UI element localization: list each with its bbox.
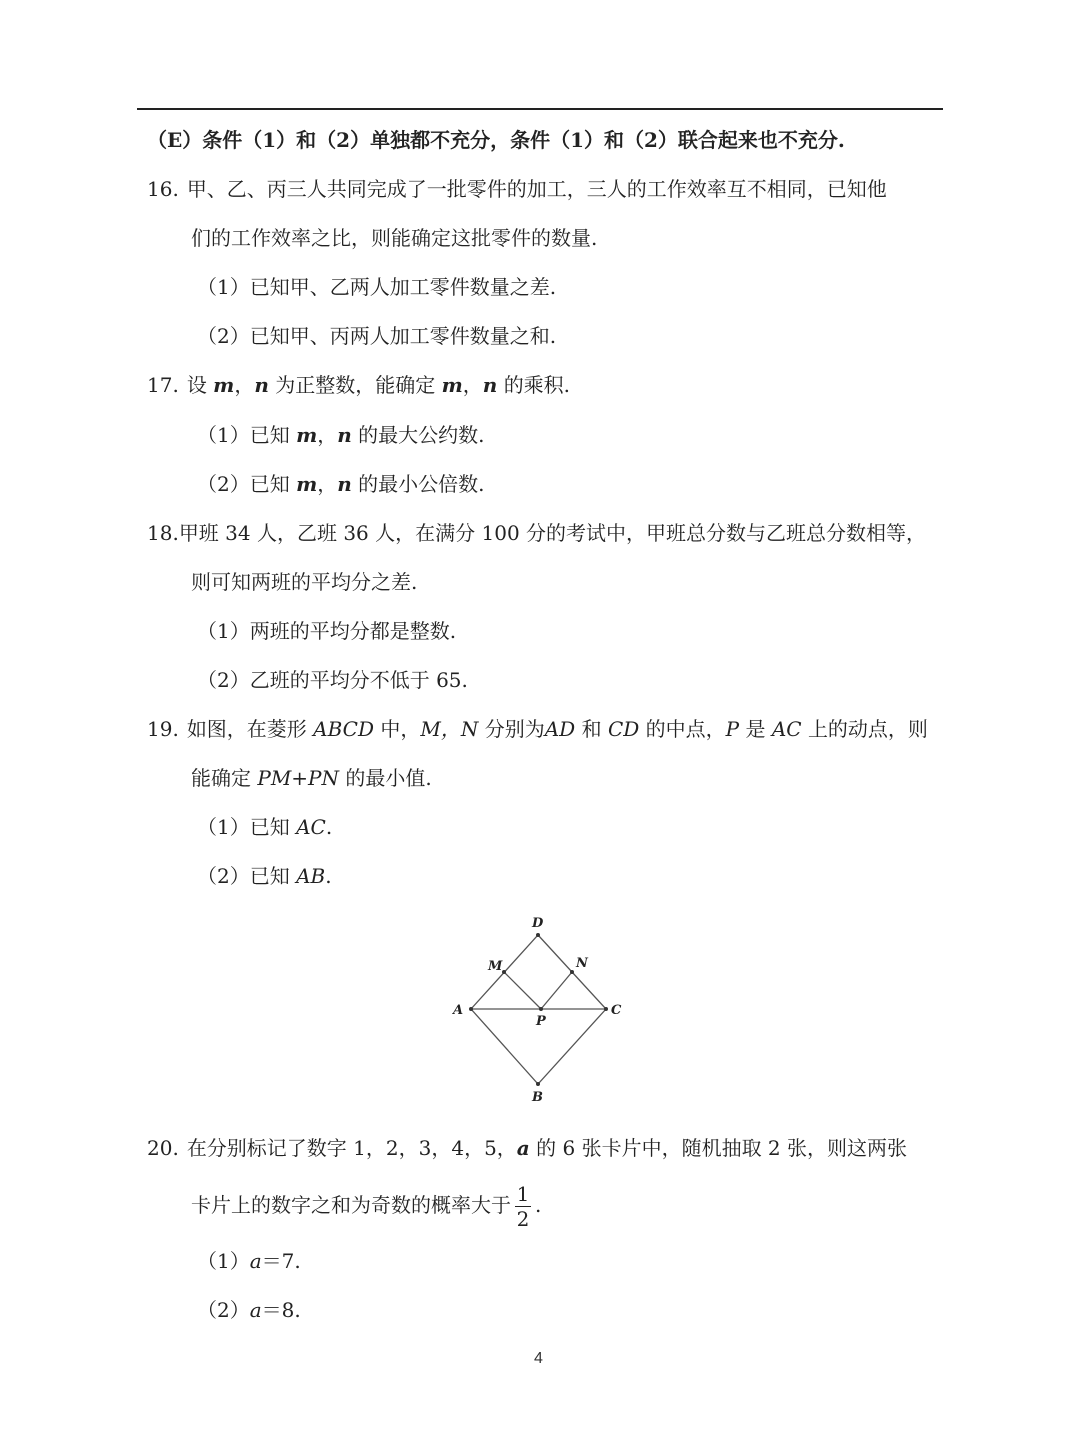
- segment-pn: [541, 972, 572, 1009]
- label-d: D: [532, 916, 544, 931]
- label-b: B: [532, 1090, 543, 1105]
- segment-pm: [504, 972, 541, 1009]
- question-16-condition-2: （2）已知甲、丙两人加工零件数量之和.: [197, 324, 557, 348]
- question-20-condition-2: （2）a＝8.: [197, 1298, 301, 1322]
- point-a: [469, 1007, 473, 1011]
- point-b: [536, 1082, 540, 1086]
- question-20-condition-1: （1）a＝7.: [197, 1249, 301, 1273]
- question-20-stem-line2: 卡片上的数字之和为奇数的概率大于 $\frac{1}{2}$ .: [191, 1181, 542, 1232]
- question-17-number: 17.: [147, 373, 179, 397]
- label-m: M: [488, 959, 503, 974]
- point-p: [539, 1007, 543, 1011]
- point-c: [604, 1007, 608, 1011]
- question-19-stem-line2: 能确定 PM+PN 的最小值.: [191, 766, 432, 790]
- question-19-condition-2: （2）已知 AB.: [197, 864, 332, 888]
- fraction-one-half: $\frac{1}{2}$: [516, 1181, 530, 1232]
- question-17-stem: 17. 设 m，n 为正整数，能确定 m，n 的乘积.: [147, 373, 571, 397]
- point-d: [536, 933, 540, 937]
- label-a: A: [453, 1003, 464, 1018]
- label-p: P: [536, 1014, 546, 1029]
- point-n: [570, 970, 574, 974]
- rhombus-figure: [440, 906, 640, 1106]
- question-16-number: 16.: [147, 177, 179, 201]
- question-17-condition-1: （1）已知 m，n 的最大公约数.: [197, 423, 485, 447]
- question-16-stem-line2: 们的工作效率之比，则能确定这批零件的数量.: [191, 226, 598, 250]
- question-19-stem-line1: 19. 如图，在菱形 ABCD 中，M，N 分别为AD 和 CD 的中点，P 是 AC 上的动点，则: [147, 717, 928, 741]
- label-n: N: [576, 956, 588, 971]
- question-20-number: 20.: [147, 1136, 179, 1160]
- question-16-stem-line1: 16. 甲、乙、丙三人共同完成了一批零件的加工，三人的工作效率互不相同，已知他: [147, 177, 887, 201]
- question-20-stem-line1: 20. 在分别标记了数字 1，2，3，4，5，a 的 6 张卡片中，随机抽取 2 张，则这两张: [147, 1136, 908, 1160]
- question-18-condition-2: （2）乙班的平均分不低于 65.: [197, 668, 468, 692]
- option-e-text: （E）条件（1）和（2）单独都不充分，条件（1）和（2）联合起来也不充分.: [147, 128, 845, 152]
- label-c: C: [611, 1003, 622, 1018]
- page-number: 4: [534, 1350, 543, 1367]
- point-m: [502, 970, 506, 974]
- question-16-condition-1: （1）已知甲、乙两人加工零件数量之差.: [197, 275, 557, 299]
- question-18-stem-line1: 18.甲班 34 人，乙班 36 人，在满分 100 分的考试中，甲班总分数与乙班总分数相等，: [147, 521, 927, 545]
- question-19-number: 19.: [147, 717, 179, 741]
- question-18-number: 18.: [147, 521, 179, 545]
- question-19-condition-1: （1）已知 AC.: [197, 815, 333, 839]
- question-18-condition-1: （1）两班的平均分都是整数.: [197, 619, 457, 643]
- header-rule: [137, 108, 943, 110]
- question-18-stem-line2: 则可知两班的平均分之差.: [191, 570, 418, 594]
- question-17-condition-2: （2）已知 m，n 的最小公倍数.: [197, 472, 485, 496]
